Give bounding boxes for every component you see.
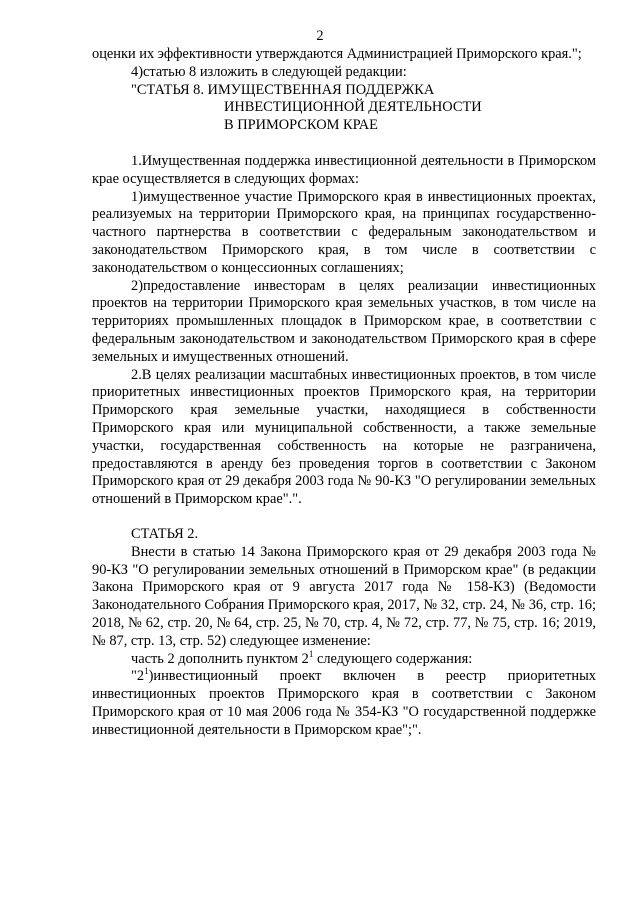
article2-paragraph-1: Внести в статью 14 Закона Приморского края от 29 декабря 2003 года № 90-КЗ "О регулировании земельных отношений в Приморском крае" (в редакции Закона Приморского края от 9 августа 2017 года № 158-КЗ) (Ведомости Законодательного Собрания Приморского края, 2017, № 32, стр. 24, № 36, стр. 16; 2018, № 62, стр. 20, № 64, стр. 25, № 70, стр. 4, № 72, стр. 77, № 75, стр. 16; 2019, № 87, стр. 13, стр. 52) следующее изменение: [92, 543, 596, 649]
article2-p3-text-before: "2 [131, 668, 145, 685]
paragraph-amendment-4: 4)статью 8 изложить в следующей редакции: [131, 63, 407, 80]
article2-p2-text-after: следующего содержания: [313, 650, 473, 667]
article2-paragraph-2 [92, 648, 596, 669]
article2-p3-superscript: 1 [144, 666, 149, 677]
paragraph-continuation: оценки их эффективности утверждаются Администрацией Приморского края."; [92, 46, 582, 62]
article8-paragraph-2: 2.В целях реализации масштабных инвестиционных проектов, в том числе приоритетных инвестиционных проектов Приморского края, на территории Приморского края земельные участки, находящиеся в собственности Приморского края или муниципальной собственности, а также земельные участки, государственная собственность на которые не разграничена, предоставляются в аренду без проведения торгов в соответствии с Законом Приморского края от 29 декабря 2003 года № 90-КЗ "О регулировании земельных отношений в Приморском крае".". [92, 366, 596, 508]
article2-p2-text-before: часть 2 дополнить пунктом 2 [131, 650, 309, 667]
article8-item-1: 1)имущественное участие Приморского края в инвестиционных проектах, реализуемых на территории Приморского края, на принципах государственно-частного партнерства в соответствии с федеральным законодательством и законодательством Приморского края, в том числе в соответствии с законодательством о концессионных соглашениях; [92, 188, 596, 276]
article2-paragraph-3 [92, 668, 596, 739]
article8-item-2: 2)предоставление инвесторам в целях реализации инвестиционных проектов на территории Приморского края земельных участков, в том числе на территориях промышленных площадок в Приморском крае, в соответствии с федеральным законодательством и законодательством Приморского края в сфере земельных и имущественных отношений. [92, 277, 596, 365]
article2-heading: СТАТЬЯ 2. [131, 525, 199, 542]
article2-p3-text-after: )инвестиционный проект включен в реестр приоритетных инвестиционных проектов Приморского края в соответствии с Законом Приморского края от 10 мая 2006 года № 354-КЗ "О государственной поддержке инвестиционной деятельности в Приморском крае";". [92, 668, 596, 738]
article8-title-line3: В ПРИМОРСКОМ КРАЕ [224, 117, 378, 134]
article2-p2-superscript: 1 [308, 648, 314, 659]
article8-title-line1: "СТАТЬЯ 8. ИМУЩЕСТВЕННАЯ ПОДДЕРЖКА [131, 81, 435, 98]
article8-title [92, 82, 596, 135]
article8-paragraph-1: 1.Имущественная поддержка инвестиционной деятельности в Приморском крае осуществляется в следующих формах: [92, 152, 596, 187]
document-body [92, 46, 596, 739]
article8-title-line2: ИНВЕСТИЦИОННОЙ ДЕЯТЕЛЬНОСТИ [224, 99, 482, 116]
page-number: 2 [316, 28, 324, 44]
